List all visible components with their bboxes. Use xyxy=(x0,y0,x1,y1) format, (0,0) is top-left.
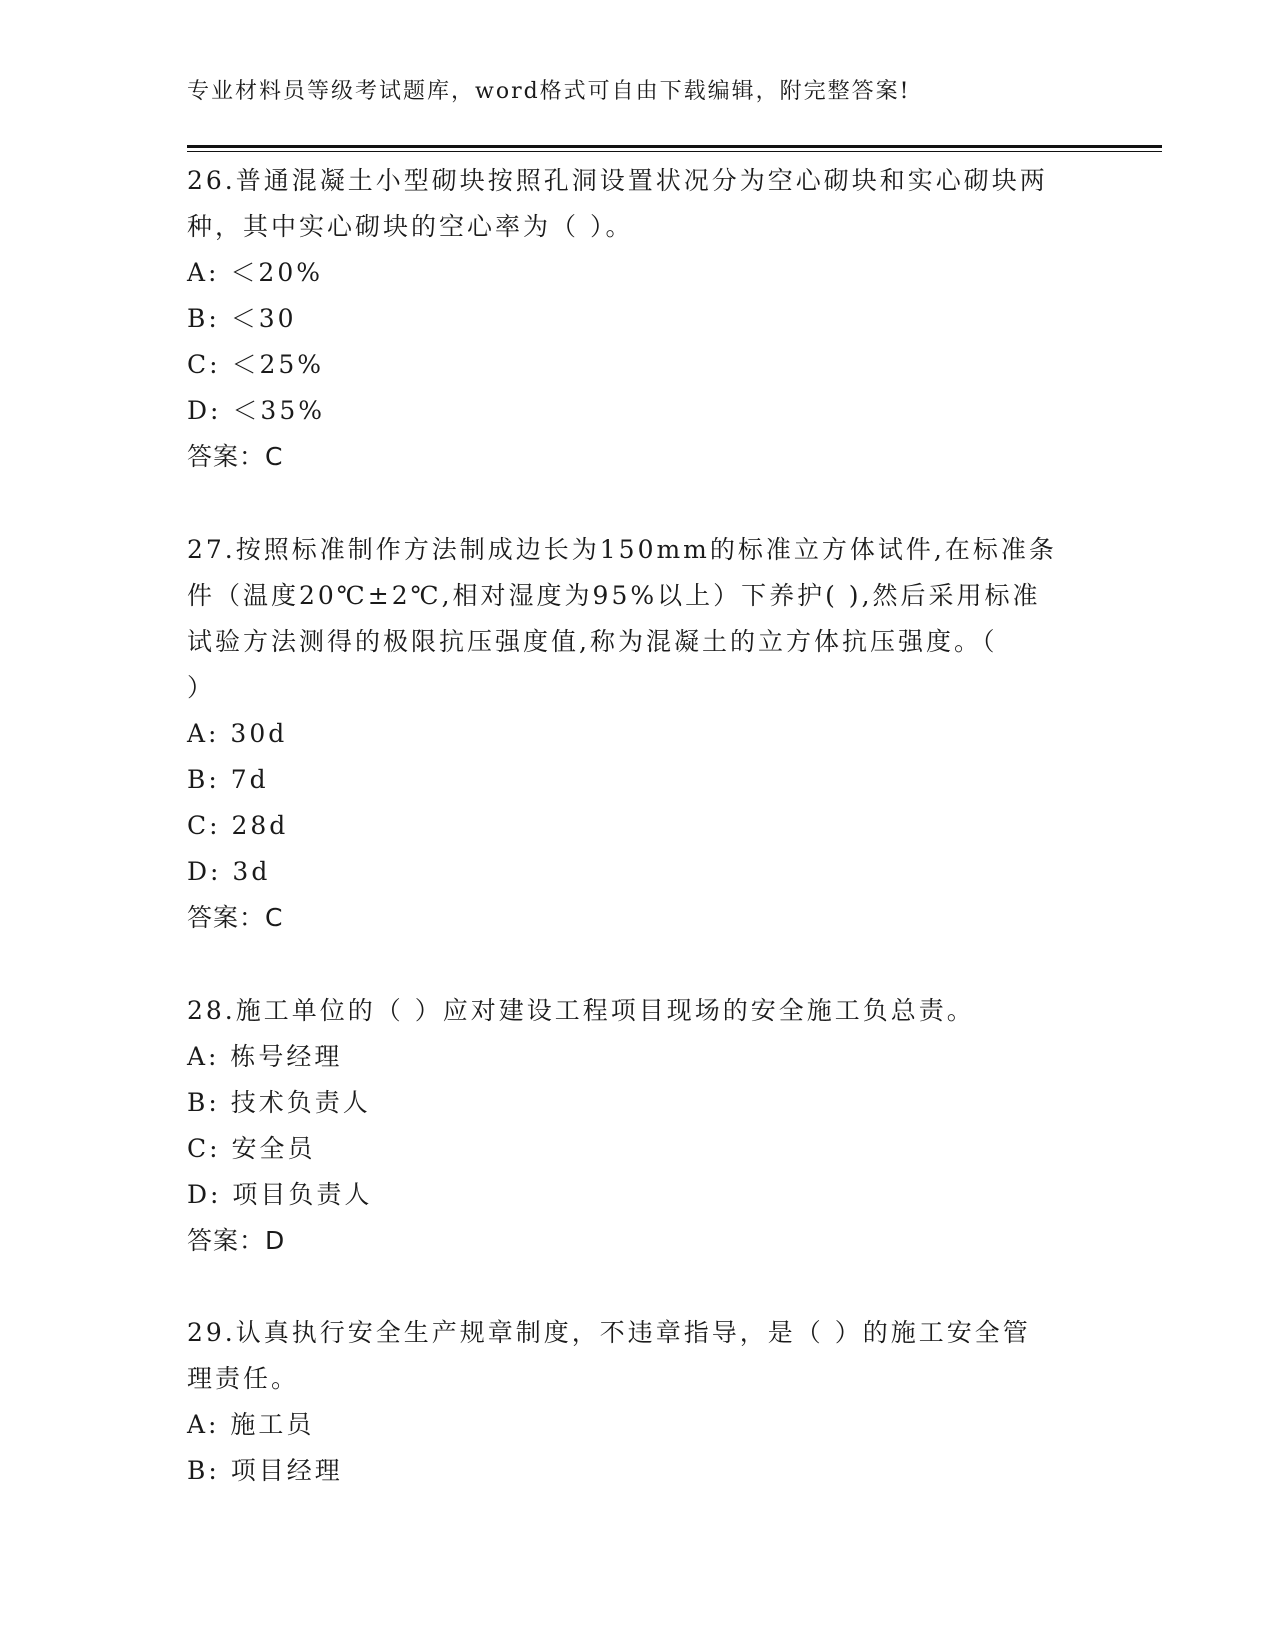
header-rule-thin xyxy=(187,151,1162,152)
question-text-line: 26.普通混凝土小型砌块按照孔洞设置状况分为空心砌块和实心砌块两 xyxy=(187,166,1048,195)
answer: 答案：C xyxy=(187,442,284,471)
option-b: B: ＜30 xyxy=(187,304,297,333)
option-d: D: 项目负责人 xyxy=(187,1180,373,1209)
option-b: B: 项目经理 xyxy=(187,1456,343,1485)
question-text-line: 件（温度20℃±2℃,相对湿度为95%以上）下养护( ),然后采用标准 xyxy=(187,581,1041,610)
answer: 答案：C xyxy=(187,903,284,932)
option-a: A: 栋号经理 xyxy=(187,1042,343,1071)
question-text-line: 27.按照标准制作方法制成边长为150mm的标准立方体试件,在标准条 xyxy=(187,535,1057,564)
question-28 xyxy=(187,988,1087,1264)
question-text-line: ） xyxy=(187,673,216,702)
option-a: A: 施工员 xyxy=(187,1410,315,1439)
question-26 xyxy=(187,158,1087,480)
option-d: D: ＜35% xyxy=(187,396,325,425)
option-a: A: ＜20% xyxy=(187,258,323,287)
option-b: B: 7d xyxy=(187,765,269,794)
header-rule-thick xyxy=(187,145,1162,148)
question-27 xyxy=(187,527,1087,941)
option-c: C: ＜25% xyxy=(187,350,325,379)
question-29 xyxy=(187,1310,1087,1494)
answer: 答案：D xyxy=(187,1226,286,1255)
option-d: D: 3d xyxy=(187,857,271,886)
question-text-line: 理责任。 xyxy=(187,1364,300,1393)
option-c: C: 28d xyxy=(187,811,289,840)
question-text-line: 29.认真执行安全生产规章制度，不违章指导，是（ ）的施工安全管 xyxy=(187,1318,1031,1347)
page-header: 专业材料员等级考试题库，word格式可自由下载编辑，附完整答案! xyxy=(187,79,911,104)
option-b: B: 技术负责人 xyxy=(187,1088,371,1117)
question-text-line: 种，其中实心砌块的空心率为（ ）。 xyxy=(187,212,634,241)
option-c: C: 安全员 xyxy=(187,1134,316,1163)
question-text-line: 试验方法测得的极限抗压强度值,称为混凝土的立方体抗压强度。（ xyxy=(187,627,998,656)
question-text-line: 28.施工单位的（ ）应对建设工程项目现场的安全施工负总责。 xyxy=(187,996,975,1025)
option-a: A: 30d xyxy=(187,719,288,748)
